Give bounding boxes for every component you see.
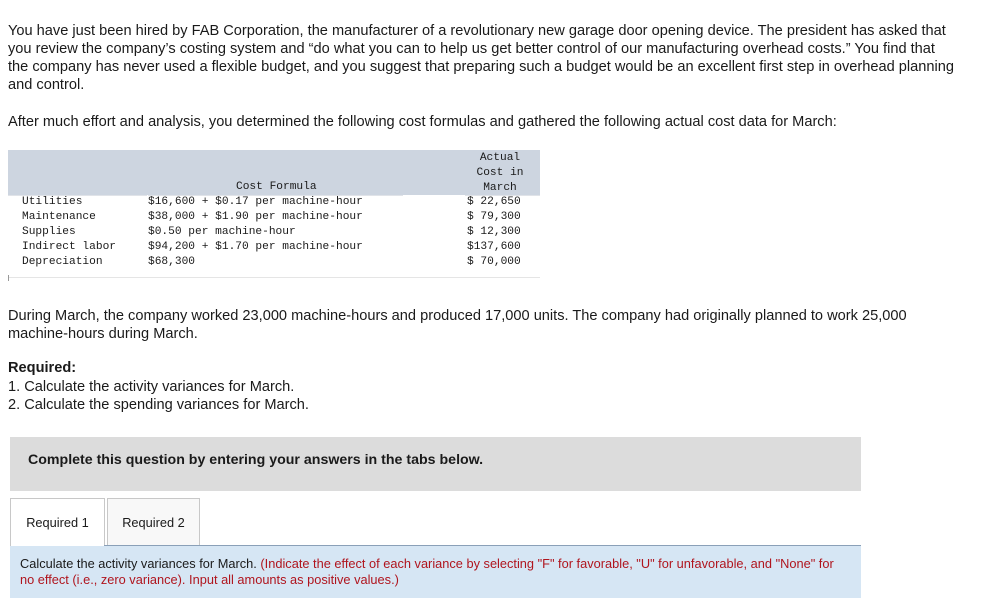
table-corner-mark [8,275,9,281]
required-item-1: 1. Calculate the activity variances for March. [8,379,295,395]
row-formula: $38,000 + $1.90 per machine-hour [148,211,363,223]
header-actual-line-2: Cost in [476,167,524,179]
table-row [8,210,540,225]
required-heading: Required: [8,360,77,376]
tab-required-1[interactable]: Required 1 [10,498,105,547]
instructions-text: Complete this question by entering your answers in the tabs below. [28,452,484,468]
answer-tabs [10,498,861,546]
header-actual-cost [470,151,530,196]
tab-required-2[interactable]: Required 2 [107,498,200,546]
table-row [8,225,540,240]
row-item: Supplies [22,226,76,238]
row-item: Depreciation [22,256,103,268]
header-actual-line-1: Actual [479,152,521,164]
row-item: Utilities [22,196,83,208]
instructions-banner [10,437,861,491]
table-row [8,255,540,270]
tab-panel-note: (Indicate the effect of each variance by selecting "F" for favorable, "U" for unfavorable, and "None" for no effect (i.e., zero variance). Input all amounts as positive values.) [20,556,834,587]
row-actual: $ 79,300 [467,211,521,223]
row-item: Indirect labor [22,241,116,253]
header-actual-line-3: March [483,182,517,194]
tab-panel-task: Calculate the activity variances for March. [20,556,257,571]
table-row [8,195,540,210]
intro-paragraph: You have just been hired by FAB Corporation, the manufacturer of a revolutionary new garage door opening device. The president has asked that you review the company’s costing system and “do what you can to help us get better control of our manufacturing overhead costs.” You find that the company has never used a flexible budget, and you suggest that preparing such a budget would be an excellent first step in overhead planning and control. [8,23,954,93]
table-bottom-border [8,277,540,278]
tab-panel-required-1 [10,546,861,598]
row-actual: $ 22,650 [467,196,521,208]
required-item-2: 2. Calculate the spending variances for March. [8,397,309,413]
row-actual: $137,600 [467,241,521,253]
tab-panel-instructions [20,556,840,588]
row-item: Maintenance [22,211,96,223]
row-formula: $16,600 + $0.17 per machine-hour [148,196,363,208]
row-formula: $0.50 per machine-hour [148,226,296,238]
row-formula: $68,300 [148,256,195,268]
header-cost-formula: Cost Formula [236,181,317,193]
march-info-paragraph: During March, the company worked 23,000 machine-hours and produced 17,000 units. The company had originally planned to work 25,000 machine-hours during March. [8,308,907,342]
row-actual: $ 12,300 [467,226,521,238]
row-formula: $94,200 + $1.70 per machine-hour [148,241,363,253]
intro-paragraph-2: After much effort and analysis, you determined the following cost formulas and gathered the following actual cost data for March: [8,114,837,130]
table-row [8,240,540,255]
row-actual: $ 70,000 [467,256,521,268]
cost-formula-table [8,150,540,275]
